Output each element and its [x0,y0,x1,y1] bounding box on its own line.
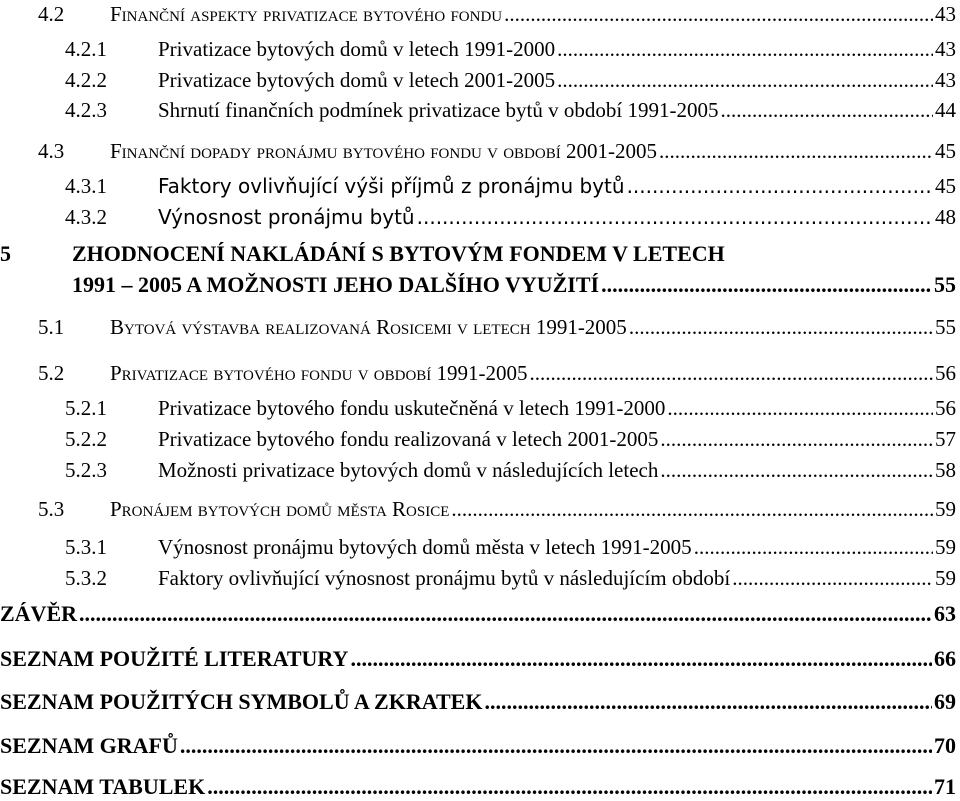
toc-leader-dots [660,458,933,483]
toc-leader-dots [350,646,932,672]
toc-number: 5.3.2 [65,566,107,590]
toc-leader-dots [504,2,933,27]
toc-entry-4-3-1[interactable] [0,174,956,199]
toc-entry-5-3[interactable] [0,497,956,522]
toc-title: Bytová výstavba realizovaná Rosicemi v letech 1991-2005 [110,315,627,339]
toc-page-number: 63 [934,601,956,626]
toc-number: 5.2.3 [65,458,107,482]
toc-title: Privatizace bytových domů v letech 1991-2000 [158,37,556,61]
toc-leader-dots [694,535,933,560]
toc-title: Faktory ovlivňující výši příjmů z pronájmu bytů [158,174,625,198]
toc-entry-5-2[interactable] [0,361,956,386]
toc-number: 5.3 [38,497,65,521]
toc-leader-dots [180,733,932,759]
toc-page-number: 44 [935,98,956,122]
toc-title: SEZNAM GRAFŮ [0,733,178,758]
toc-entry-4-2-3[interactable] [0,98,956,123]
toc-entry-zaver[interactable] [0,601,956,627]
toc-title: Shrnutí finančních podmínek privatizace bytů v období 1991-2005 [158,98,719,122]
toc-title: ZÁVĚR [0,601,78,626]
toc-title: Privatizace bytového fondu uskutečněná v letech 1991-2000 [158,396,666,420]
toc-leader-dots [417,205,933,229]
toc-number: 4.3.1 [65,174,107,198]
toc-leader-dots [659,139,933,164]
toc-leader-dots [667,396,933,421]
toc-number: 4.3 [38,139,65,163]
toc-leader-dots [557,68,933,93]
toc-title: Privatizace bytových domů v letech 2001-2005 [158,68,556,92]
toc-page-number: 59 [935,497,956,521]
toc-number: 5.1 [38,315,65,339]
toc-leader-dots [530,361,933,386]
toc-entry-4-2-2[interactable] [0,68,956,93]
toc-page-number: 56 [935,396,956,420]
toc-number: 4.2.3 [65,98,107,122]
toc-number: 4.2.1 [65,37,107,61]
toc-entry-5-2-1[interactable] [0,396,956,421]
toc-leader-dots [660,427,933,452]
toc-entry-5-3-1[interactable] [0,535,956,560]
toc-title: Faktory ovlivňující výnosnost pronájmu bytů v následujícím období [158,566,731,590]
toc-page-number: 58 [935,458,956,482]
toc-title: Možnosti privatizace bytových domů v následujících letech [158,458,659,482]
toc-title: SEZNAM POUŽITÝCH SYMBOLŮ A ZKRATEK [0,689,483,714]
toc-page-number: 43 [935,37,956,61]
toc-title: Finanční dopady pronájmu bytového fondu v období 2001-2005 [110,139,657,163]
toc-entry-4-3-2[interactable] [0,205,956,230]
toc-page-number: 43 [935,68,956,92]
toc-entry-seznam-tabulek[interactable] [0,774,956,800]
toc-entry-seznam-literatury[interactable] [0,646,956,672]
toc-leader-dots [207,774,932,800]
toc-entry-4-3[interactable] [0,139,956,164]
toc-leader-dots [484,689,932,715]
toc-page-number: 66 [934,646,956,671]
toc-entry-5-3-2[interactable] [0,566,956,591]
toc-title: Privatizace bytového fondu v období 1991-2005 [110,361,528,385]
toc-entry-5-1[interactable] [0,315,956,340]
toc-leader-dots [79,601,932,627]
toc-number: 5 [0,241,11,266]
toc-title: Výnosnost pronájmu bytů [158,205,415,229]
toc-number: 4.3.2 [65,205,107,229]
toc-page-number: 69 [934,689,956,714]
toc-page-number: 48 [935,205,956,229]
toc-number: 5.2.1 [65,396,107,420]
toc-page-number: 56 [935,361,956,385]
toc-entry-5-2-3[interactable] [0,458,956,483]
toc-page-number: 45 [935,174,956,198]
toc-entry-seznam-symbolu[interactable] [0,689,956,715]
toc-page-number: 55 [934,272,956,297]
toc-number: 4.2.2 [65,68,107,92]
toc-title: SEZNAM POUŽITÉ LITERATURY [0,646,349,671]
toc-number: 5.3.1 [65,535,107,559]
toc-page-number: 45 [935,139,956,163]
toc-leader-dots [627,174,933,198]
toc-page-number: 71 [934,774,956,799]
toc-leader-dots [557,37,933,62]
toc-entry-4-2[interactable] [0,2,956,27]
toc-title: Pronájem bytových domů města Rosice [110,497,450,521]
toc-leader-dots [629,315,933,340]
toc-number: 4.2 [38,2,65,26]
toc-leader-dots [601,272,932,298]
toc-leader-dots [732,566,933,591]
toc-leader-dots [451,497,933,522]
toc-page-number: 55 [935,315,956,339]
toc-title: Privatizace bytového fondu realizovaná v letech 2001-2005 [158,427,659,451]
toc-title: Finanční aspekty privatizace bytového fondu [110,2,503,26]
toc-page-number: 57 [935,427,956,451]
toc-title-line-1: ZHODNOCENÍ NAKLÁDÁNÍ S BYTOVÝM FONDEM V LETECH [72,241,725,266]
toc-page-number: 59 [935,566,956,590]
toc-title-line-2: 1991 – 2005 A MOŽNOSTI JEHO DALŠÍHO VYUŽITÍ [72,272,600,297]
toc-number: 5.2.2 [65,427,107,451]
toc-page-number: 43 [935,2,956,26]
toc-entry-5-2-2[interactable] [0,427,956,452]
toc-title: SEZNAM TABULEK [0,774,206,799]
toc-page-number: 70 [934,733,956,758]
toc-title: Výnosnost pronájmu bytových domů města v letech 1991-2005 [158,535,692,559]
toc-leader-dots [720,98,933,123]
toc-entry-4-2-1[interactable] [0,37,956,62]
toc-entry-seznam-grafu[interactable] [0,733,956,759]
toc-number: 5.2 [38,361,65,385]
toc-page-number: 59 [935,535,956,559]
